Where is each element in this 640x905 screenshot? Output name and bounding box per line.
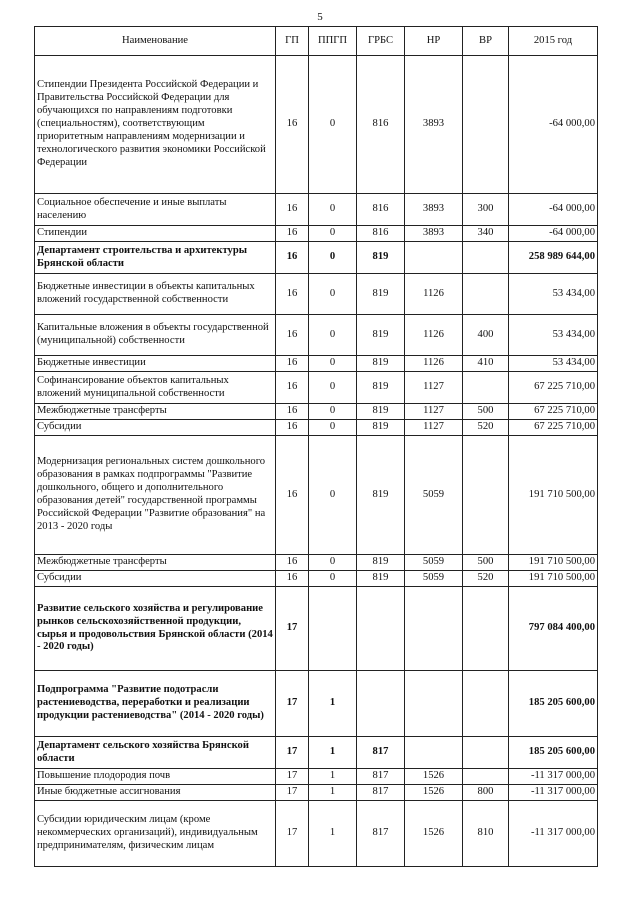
cell-grbs: 817	[357, 801, 405, 867]
cell-vr: 340	[463, 226, 509, 242]
cell-gp: 16	[276, 242, 309, 274]
cell-grbs: 817	[357, 769, 405, 785]
cell-grbs: 819	[357, 555, 405, 571]
cell-nr: 1126	[405, 274, 463, 315]
cell-grbs: 819	[357, 274, 405, 315]
cell-ppgp: 0	[309, 571, 357, 587]
cell-amount: 185 205 600,00	[509, 737, 598, 769]
cell-gp: 17	[276, 801, 309, 867]
column-header-nr: НР	[405, 27, 463, 56]
table-row	[35, 194, 598, 226]
cell-amount: -11 317 000,00	[509, 785, 598, 801]
cell-ppgp: 1	[309, 671, 357, 737]
cell-ppgp: 1	[309, 785, 357, 801]
cell-vr: 810	[463, 801, 509, 867]
cell-name: Подпрограмма "Развитие подотрасли растениеводства, переработки и реализации продукции растениеводства" (2014 - 2020 годы)	[35, 671, 276, 737]
table-body	[35, 56, 598, 867]
cell-gp: 16	[276, 356, 309, 372]
cell-name: Стипендии Президента Российской Федерации и Правительства Российской Федерации для обучающихся по направлениям подготовки (специальностям), соответствующим приоритетным направлениям модернизации и технологического развития экономики Российской Федерации	[35, 56, 276, 194]
cell-name: Социальное обеспечение и иные выплаты населению	[35, 194, 276, 226]
column-header-year: 2015 год	[509, 27, 598, 56]
cell-amount: -11 317 000,00	[509, 801, 598, 867]
cell-nr: 1126	[405, 315, 463, 356]
cell-amount: -64 000,00	[509, 226, 598, 242]
cell-name: Повышение плодородия почв	[35, 769, 276, 785]
cell-grbs: 819	[357, 436, 405, 555]
table-row	[35, 737, 598, 769]
cell-nr: 1526	[405, 769, 463, 785]
cell-vr	[463, 56, 509, 194]
cell-ppgp: 0	[309, 56, 357, 194]
table-row	[35, 56, 598, 194]
cell-nr: 1126	[405, 356, 463, 372]
cell-gp: 16	[276, 571, 309, 587]
cell-ppgp: 0	[309, 315, 357, 356]
cell-gp: 17	[276, 785, 309, 801]
cell-nr: 1127	[405, 420, 463, 436]
cell-grbs: 819	[357, 420, 405, 436]
cell-grbs	[357, 671, 405, 737]
cell-nr	[405, 587, 463, 671]
table-row	[35, 356, 598, 372]
cell-amount: -11 317 000,00	[509, 769, 598, 785]
cell-ppgp: 0	[309, 226, 357, 242]
cell-name: Межбюджетные трансферты	[35, 555, 276, 571]
cell-grbs: 816	[357, 56, 405, 194]
cell-grbs: 819	[357, 571, 405, 587]
table-row	[35, 587, 598, 671]
cell-amount: 191 710 500,00	[509, 555, 598, 571]
cell-vr	[463, 436, 509, 555]
cell-gp: 16	[276, 404, 309, 420]
cell-vr	[463, 242, 509, 274]
cell-amount: 797 084 400,00	[509, 587, 598, 671]
cell-nr	[405, 671, 463, 737]
table-row	[35, 671, 598, 737]
table-row	[35, 242, 598, 274]
cell-name: Капитальные вложения в объекты государственной (муниципальной) собственности	[35, 315, 276, 356]
cell-amount: -64 000,00	[509, 194, 598, 226]
cell-name: Субсидии юридическим лицам (кроме некоммерческих организаций), индивидуальным предпринимателям, физическим лицам	[35, 801, 276, 867]
cell-nr: 1127	[405, 404, 463, 420]
cell-name: Иные бюджетные ассигнования	[35, 785, 276, 801]
column-header-name: Наименование	[35, 27, 276, 56]
cell-ppgp: 0	[309, 436, 357, 555]
cell-vr: 300	[463, 194, 509, 226]
cell-gp: 16	[276, 194, 309, 226]
cell-gp: 16	[276, 555, 309, 571]
cell-vr: 800	[463, 785, 509, 801]
cell-grbs: 819	[357, 404, 405, 420]
cell-name: Софинансирование объектов капитальных вложений муниципальной собственности	[35, 372, 276, 404]
cell-gp: 16	[276, 226, 309, 242]
cell-ppgp: 1	[309, 769, 357, 785]
budget-table	[34, 26, 598, 867]
table-row	[35, 274, 598, 315]
table-row	[35, 571, 598, 587]
cell-nr	[405, 737, 463, 769]
cell-name: Субсидии	[35, 571, 276, 587]
cell-ppgp: 0	[309, 242, 357, 274]
table-row	[35, 226, 598, 242]
cell-grbs: 819	[357, 315, 405, 356]
cell-amount: 258 989 644,00	[509, 242, 598, 274]
cell-amount: 53 434,00	[509, 356, 598, 372]
table-row	[35, 785, 598, 801]
table-row	[35, 315, 598, 356]
cell-name: Бюджетные инвестиции в объекты капитальных вложений государственной собственности	[35, 274, 276, 315]
cell-grbs: 817	[357, 737, 405, 769]
cell-gp: 16	[276, 420, 309, 436]
cell-name: Департамент сельского хозяйства Брянской области	[35, 737, 276, 769]
cell-gp: 16	[276, 372, 309, 404]
cell-gp: 16	[276, 315, 309, 356]
cell-vr: 520	[463, 420, 509, 436]
cell-grbs: 816	[357, 194, 405, 226]
cell-nr: 3893	[405, 194, 463, 226]
cell-vr	[463, 671, 509, 737]
cell-gp: 17	[276, 587, 309, 671]
cell-name: Субсидии	[35, 420, 276, 436]
cell-ppgp: 0	[309, 555, 357, 571]
cell-name: Стипендии	[35, 226, 276, 242]
cell-nr: 5059	[405, 436, 463, 555]
cell-ppgp: 0	[309, 420, 357, 436]
table-header-row	[35, 27, 598, 56]
cell-amount: 191 710 500,00	[509, 571, 598, 587]
cell-nr: 3893	[405, 56, 463, 194]
cell-nr: 5059	[405, 571, 463, 587]
cell-gp: 17	[276, 671, 309, 737]
column-header-vr: ВР	[463, 27, 509, 56]
cell-ppgp: 1	[309, 737, 357, 769]
cell-amount: 53 434,00	[509, 315, 598, 356]
cell-vr: 520	[463, 571, 509, 587]
cell-amount: 67 225 710,00	[509, 404, 598, 420]
cell-ppgp: 0	[309, 372, 357, 404]
cell-vr: 400	[463, 315, 509, 356]
cell-grbs: 816	[357, 226, 405, 242]
cell-ppgp: 0	[309, 356, 357, 372]
cell-grbs: 819	[357, 242, 405, 274]
cell-nr: 1526	[405, 785, 463, 801]
cell-gp: 16	[276, 274, 309, 315]
cell-ppgp: 1	[309, 801, 357, 867]
cell-gp: 17	[276, 769, 309, 785]
cell-vr: 500	[463, 404, 509, 420]
cell-amount: 191 710 500,00	[509, 436, 598, 555]
cell-vr	[463, 587, 509, 671]
table-row	[35, 769, 598, 785]
cell-grbs: 819	[357, 372, 405, 404]
table-row	[35, 420, 598, 436]
table-row	[35, 436, 598, 555]
cell-name: Развитие сельского хозяйства и регулирование рынков сельскохозяйственной продукции, сырья и продовольствия Брянской области (2014 - 2020 годы)	[35, 587, 276, 671]
cell-amount: 67 225 710,00	[509, 420, 598, 436]
cell-grbs	[357, 587, 405, 671]
cell-ppgp: 0	[309, 194, 357, 226]
cell-grbs: 819	[357, 356, 405, 372]
column-header-ppgp: ППГП	[309, 27, 357, 56]
cell-name: Межбюджетные трансферты	[35, 404, 276, 420]
cell-grbs: 817	[357, 785, 405, 801]
cell-vr: 410	[463, 356, 509, 372]
cell-vr	[463, 769, 509, 785]
cell-vr	[463, 372, 509, 404]
cell-name: Модернизация региональных систем дошкольного образования в рамках подпрограммы "Развитие дошкольного, общего и дополнительного образования детей" государственной программы Российской Федерации "Развитие образования" на 2013 - 2020 годы	[35, 436, 276, 555]
cell-gp: 16	[276, 56, 309, 194]
cell-nr: 5059	[405, 555, 463, 571]
cell-vr	[463, 274, 509, 315]
cell-vr: 500	[463, 555, 509, 571]
cell-nr: 1526	[405, 801, 463, 867]
page-number: 5	[317, 11, 323, 23]
cell-name: Департамент строительства и архитектуры Брянской области	[35, 242, 276, 274]
cell-nr	[405, 242, 463, 274]
cell-amount: 53 434,00	[509, 274, 598, 315]
cell-ppgp: 0	[309, 274, 357, 315]
table-row	[35, 801, 598, 867]
cell-ppgp	[309, 587, 357, 671]
cell-gp: 17	[276, 737, 309, 769]
cell-ppgp: 0	[309, 404, 357, 420]
cell-amount: 67 225 710,00	[509, 372, 598, 404]
cell-nr: 1127	[405, 372, 463, 404]
cell-vr	[463, 737, 509, 769]
table-row	[35, 372, 598, 404]
table-row	[35, 404, 598, 420]
column-header-gp: ГП	[276, 27, 309, 56]
cell-name: Бюджетные инвестиции	[35, 356, 276, 372]
column-header-grbs: ГРБС	[357, 27, 405, 56]
cell-nr: 3893	[405, 226, 463, 242]
cell-gp: 16	[276, 436, 309, 555]
cell-amount: 185 205 600,00	[509, 671, 598, 737]
table-row	[35, 555, 598, 571]
cell-amount: -64 000,00	[509, 56, 598, 194]
